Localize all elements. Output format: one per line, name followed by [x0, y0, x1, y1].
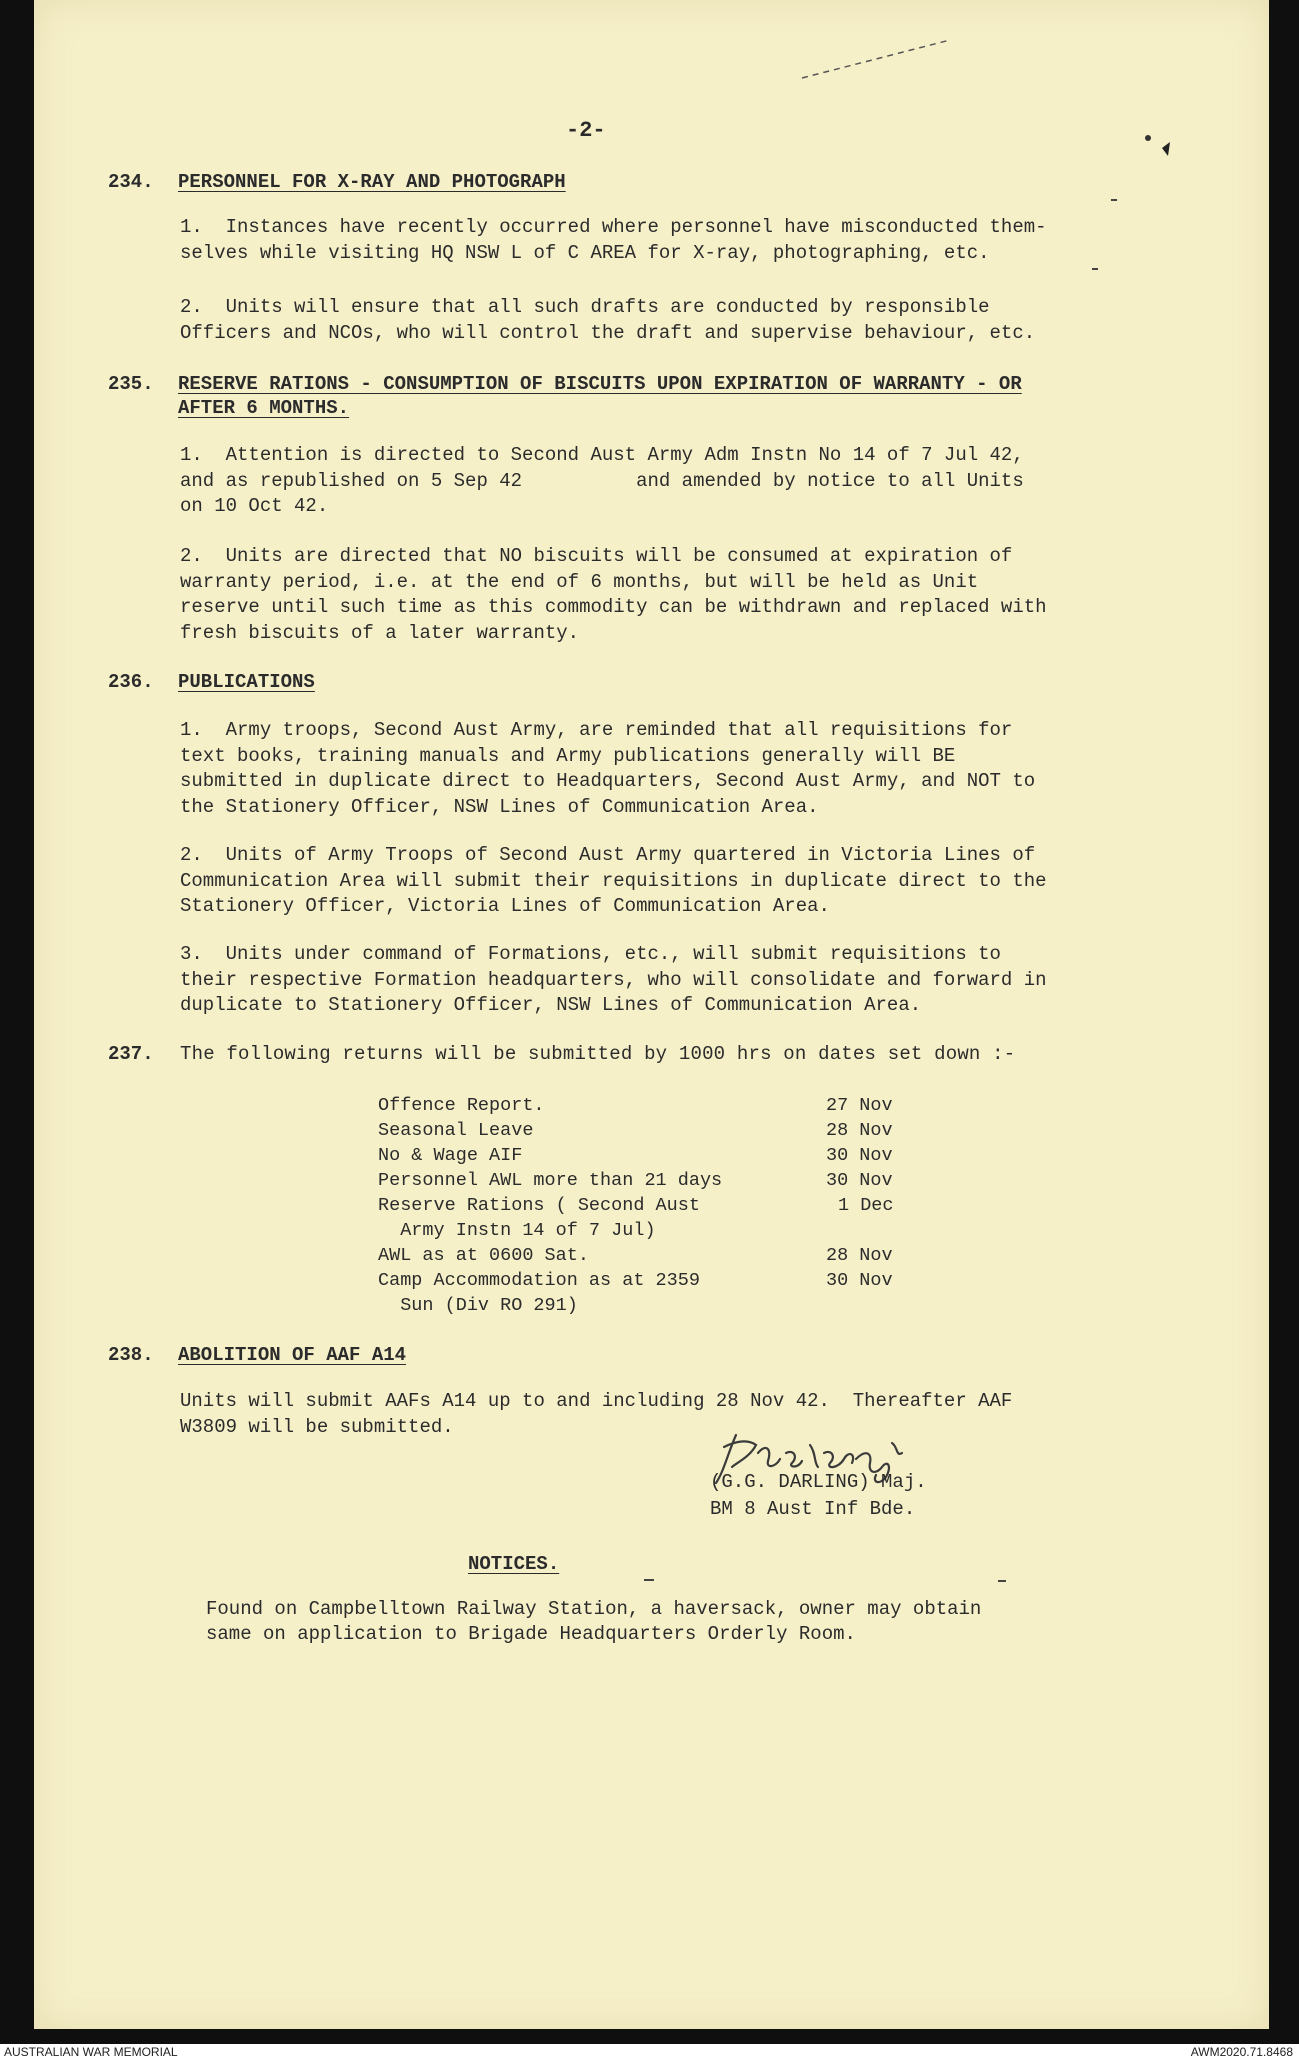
paragraph: 2. Units will ensure that all such drafts are conducted by responsible Officers and NCOs, who will control the draft and supervise behaviour, etc. [180, 296, 1036, 344]
returns-intro: The following returns will be submitted by 1000 hrs on dates set down :- [180, 1043, 1016, 1065]
page-number: -2- [566, 118, 606, 143]
returns-row: Seasonal Leave 28 Nov [378, 1120, 893, 1141]
archive-footer [0, 2044, 1299, 2061]
section-number: 237. [108, 1043, 154, 1065]
section-number: 235. [108, 373, 154, 395]
footer-accession-number: AWM2020.71.8468 [1190, 2045, 1293, 2059]
returns-row: Army Instn 14 of 7 Jul) [378, 1220, 656, 1241]
document-page [34, 0, 1269, 2029]
paragraph: Units will submit AAFs A14 up to and including 28 Nov 42. Thereafter AAF W3809 will be submitted. [180, 1390, 1013, 1438]
returns-row: AWL as at 0600 Sat. 28 Nov [378, 1245, 893, 1266]
section-heading-continued: AFTER 6 MONTHS. [178, 397, 350, 419]
paragraph: 3. Units under command of Formations, etc., will submit requisitions to their respective Formation headquarters, who will consolidate and forward in duplicate to Stationery Officer, NSW Lines of Communication Area. [180, 943, 1047, 1016]
returns-row: Personnel AWL more than 21 days 30 Nov [378, 1170, 893, 1191]
returns-row: Reserve Rations ( Second Aust 1 Dec [378, 1195, 894, 1216]
section-heading: PUBLICATIONS [178, 671, 315, 693]
section-number: 234. [108, 171, 154, 193]
section-heading: RESERVE RATIONS - CONSUMPTION OF BISCUITS UPON EXPIRATION OF WARRANTY - OR [178, 373, 1022, 395]
paragraph: 1. Army troops, Second Aust Army, are reminded that all requisitions for text books, training manuals and Army publications generally will BE submitted in duplicate direct to Headquarters, Second Aust Army, and NOT to the Stationery Officer, NSW Lines of Communication Area. [180, 719, 1036, 818]
paragraph: 1. Instances have recently occurred where personnel have misconducted them- selves while visiting HQ NSW L of C AREA for X-ray, photographing, etc. [180, 216, 1047, 264]
section-heading: ABOLITION OF AAF A14 [178, 1344, 407, 1366]
section-number: 238. [108, 1344, 154, 1366]
notice-paragraph: Found on Campbelltown Railway Station, a haversack, owner may obtain same on application to Brigade Headquarters Orderly Room. [206, 1598, 982, 1645]
paragraph: 1. Attention is directed to Second Aust Army Adm Instn No 14 of 7 Jul 42, and as republished on 5 Sep 42 and amended by notice to all Units on 10 Oct 42. [180, 444, 1024, 517]
signatory-appointment: BM 8 Aust Inf Bde. [710, 1498, 916, 1520]
returns-row: Camp Accommodation as at 2359 30 Nov [378, 1270, 893, 1291]
section-heading: PERSONNEL FOR X-RAY AND PHOTOGRAPH [178, 171, 566, 193]
section-number: 236. [108, 671, 154, 693]
signatory-name: (G.G. DARLING) Maj. [710, 1471, 927, 1493]
notices-heading: NOTICES. [468, 1553, 560, 1575]
footer-institution: AUSTRALIAN WAR MEMORIAL [4, 2045, 178, 2059]
paragraph: 2. Units are directed that NO biscuits will be consumed at expiration of warranty period, i.e. at the end of 6 months, but will be held as Unit reserve until such time as this commodity can be withdrawn and replaced with fresh biscuits of a later warranty. [180, 545, 1047, 644]
returns-row: No & Wage AIF 30 Nov [378, 1145, 893, 1166]
paragraph: 2. Units of Army Troops of Second Aust Army quartered in Victoria Lines of Communication Area will submit their requisitions in duplicate direct to the Stationery Officer, Victoria Lines of Communication Area. [180, 844, 1047, 917]
returns-row: Offence Report. 27 Nov [378, 1095, 893, 1116]
returns-list [378, 1093, 918, 1318]
returns-row: Sun (Div RO 291) [378, 1295, 578, 1316]
